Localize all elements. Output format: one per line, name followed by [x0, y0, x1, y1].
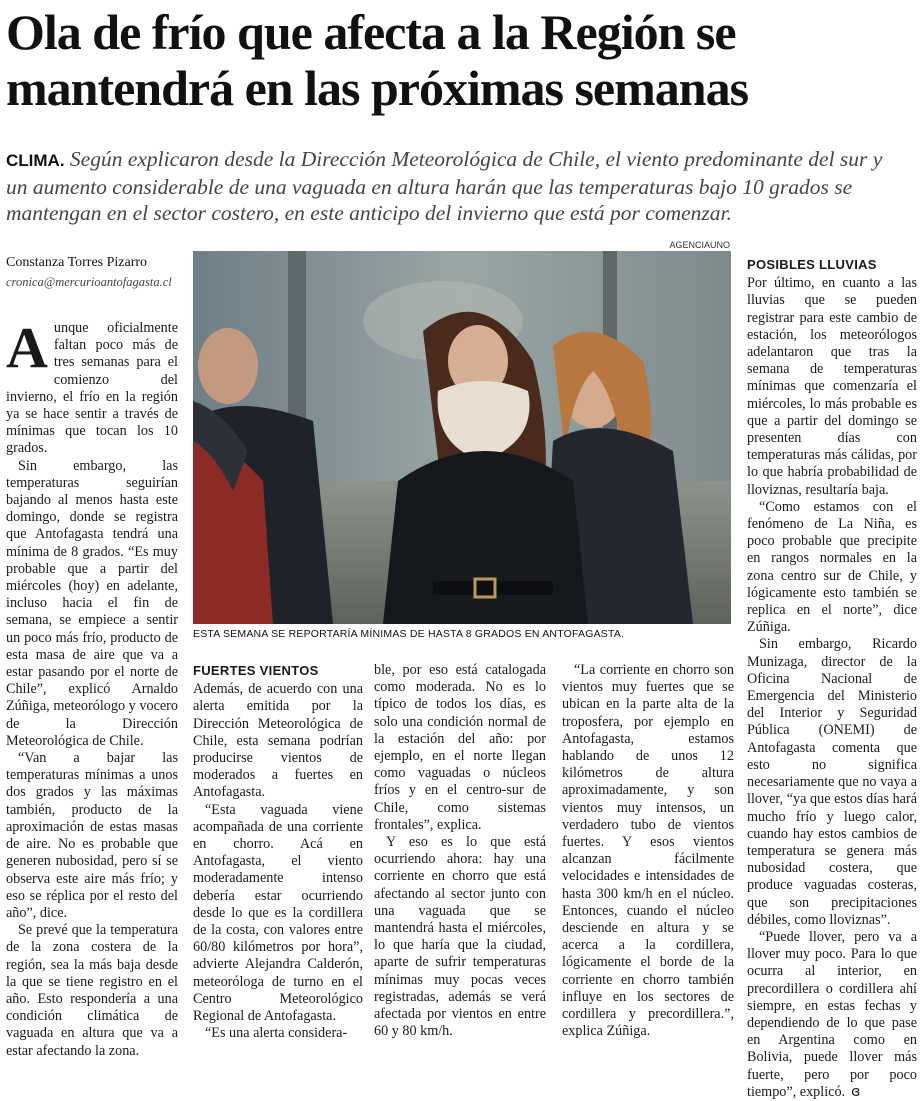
paragraph-text: “Puede llover, pero va a llover muy poco. Para lo que ocurra al interior, en precordillera o cordillera ahí siempre, en estas fechas y dependiendo de lo que pase en Argentina como en Bolivia, puede llover más fuerte, pero por poco tiempo”, explicó.: [747, 928, 917, 1100]
drop-cap: A: [6, 315, 48, 380]
column-3: [374, 662, 546, 1040]
column-2: [193, 662, 363, 1042]
paragraph: Y eso es lo que está ocurriendo ahora: hay una corriente en chorro que está afectando al sector junto con una vaguada que se mantendrá hasta el miércoles, lo que haría que la ciudad, aparte de sufrir temperaturas mínimas muy pocas veces registradas, además se verá afectada por vientos en entre 60 y 80 km/h.: [374, 834, 546, 1040]
subhead: POSIBLES LLUVIAS: [747, 257, 877, 272]
paragraph: Sin embargo, Ricardo Munizaga, director de la Oficina Nacional de Emergencia del Ministerio del Interior y Seguridad Pública (ONEMI) de Antofagasta comenta que esto no significa necesariamente que no vaya a llover, “ya que estos días hará mucho frío y luego calor, cuando hay estos cambios de temperatura se genera más nubosidad costera, que produce vaguadas costeras, que son precipitaciones débiles, como lloviznas”.: [747, 636, 917, 928]
paragraph: “Es una alerta considera-: [205, 1025, 348, 1042]
paragraph: ble, por eso está catalogada como moderada. No es lo típico de todos los días, es solo una condición normal de la estación del año: por ejemplo, en el norte llegan como vaguadas o núcleos fríos y en el centro-sur de Chile, como sistemas frontales”, explica.: [374, 662, 546, 833]
photo-illustration: [193, 251, 731, 624]
column-5: [747, 256, 917, 1101]
news-photo: [193, 251, 731, 624]
subhead: FUERTES VIENTOS: [193, 663, 319, 678]
column-1: [6, 315, 178, 1060]
paragraph-text: unque oficialmente faltan poco más de tres semanas para el comienzo del invierno, el frío en la región ya se hace sentir a través de mínimas que tocan los 10 grados.: [6, 320, 178, 457]
paragraph: “La corriente en chorro son vientos muy fuertes que se ubican en la parte alta de la troposfera, por ejemplo en Antofagasta, estamos hablando de unos 12 kilómetros de altura aproximadamente, y son vientos muy intensos, un verdadero tubo de vientos fuertes. Y esos vientos alcanzan fácilmente velocidades e intensidades de hasta 300 km/h en el núcleo. Entonces, cuando el núcleo desciende en altura y se acerca a la cordillera, lógicamente el borde de la corriente en chorro también influye en los sectores de cordillera y precordillera.”, explica Zúñiga.: [562, 662, 734, 1040]
paragraph: “Van a bajar las temperaturas mínimas a unos dos grados y las máximas también, producto de la aproximación de estas masas de aire. No es probable que generen nubosidad, pero sí se observa este aire más frío; y eso se réplica por el resto del año”, dice.: [6, 750, 178, 921]
column-4: [562, 662, 734, 1040]
author-name: Constanza Torres Pizarro: [6, 255, 148, 270]
paragraph: [6, 315, 178, 458]
photo-caption: ESTA SEMANA SE REPORTARÍA MÍNIMAS DE HASTA 8 GRADOS EN ANTOFAGASTA.: [193, 628, 625, 640]
headline: Ola de frío que afecta a la Región se mantendrá en las próximas semanas: [6, 4, 749, 116]
paragraph: Por último, en cuanto a las lluvias que se pueden registrar para este cambio de estación, los meteorólogos adelantaron que tras la semana de temperaturas mínimas que comenzaría el miércoles, lo más probable es que a partir del domingo se presenten días con temperaturas más cálidas, por lo que habría probabilidad de lloviznas, resultaría baja.: [747, 275, 917, 498]
lead-kicker: CLIMA.: [6, 151, 65, 170]
paragraph: Se prevé que la temperatura de la zona costera de la región, sea la más baja desde la que se tiene registro en el año. Esto respondería a una condición climática de vaguada en altura que va a estar afectando la zona.: [6, 922, 178, 1059]
lead-paragraph: [6, 146, 906, 226]
paragraph: Además, de acuerdo con una alerta emitida por la Dirección Meteorológica de Chile, esta semana podrían producirse vientos de moderados a fuertes en Antofagasta.: [193, 681, 363, 801]
author-email: cronica@mercurioantofagasta.cl: [6, 275, 172, 289]
photo-credit: AGENCIAUNO: [669, 240, 730, 250]
paragraph: “Esta vaguada viene acompañada de una corriente en chorro. Acá en Antofagasta, el viento moderadamente intenso debería estar ocurriendo desde lo que es la cordillera de la costa, con valores entre 60/80 kilómetros por hora”, advierte Alejandra Calderón, meteoróloga de turno en el Centro Meteorológico Regional de Antofagasta.: [193, 801, 363, 1025]
paragraph: Sin embargo, las temperaturas seguirían bajando al menos hasta este domingo, donde se registra que Antofagasta tendrá una mínima de 8 grados. “Es muy probable que a partir del miércoles (hoy) en adelante, incluso hacia el fin de semana, se empiece a sentir un poco más frío, producto de esta masa de aire que va a estar pasando por el norte de Chile”, explicó Arnaldo Zúñiga, meteorólogo y vocero de la Dirección Meteorológica de Chile.: [6, 457, 178, 749]
paragraph: [747, 929, 917, 1101]
paragraph: “Como estamos con el fenómeno de La Niña, es poco probable que precipite en rangos normales en la zona centro sur de Chile, y lógicamente esto también se replica en el norte”, dice Zúñiga.: [747, 498, 917, 636]
lead-text: Según explicaron desde la Dirección Meteorológica de Chile, el viento predominante del sur y un aumento considerable de una vaguada en altura harán que las temperaturas bajo 10 grados se mantengan en el sector costero, en este anticipo del invierno que está por comenzar.: [6, 147, 883, 225]
end-mark-icon: ɞ: [851, 1083, 861, 1100]
byline: [6, 255, 186, 290]
